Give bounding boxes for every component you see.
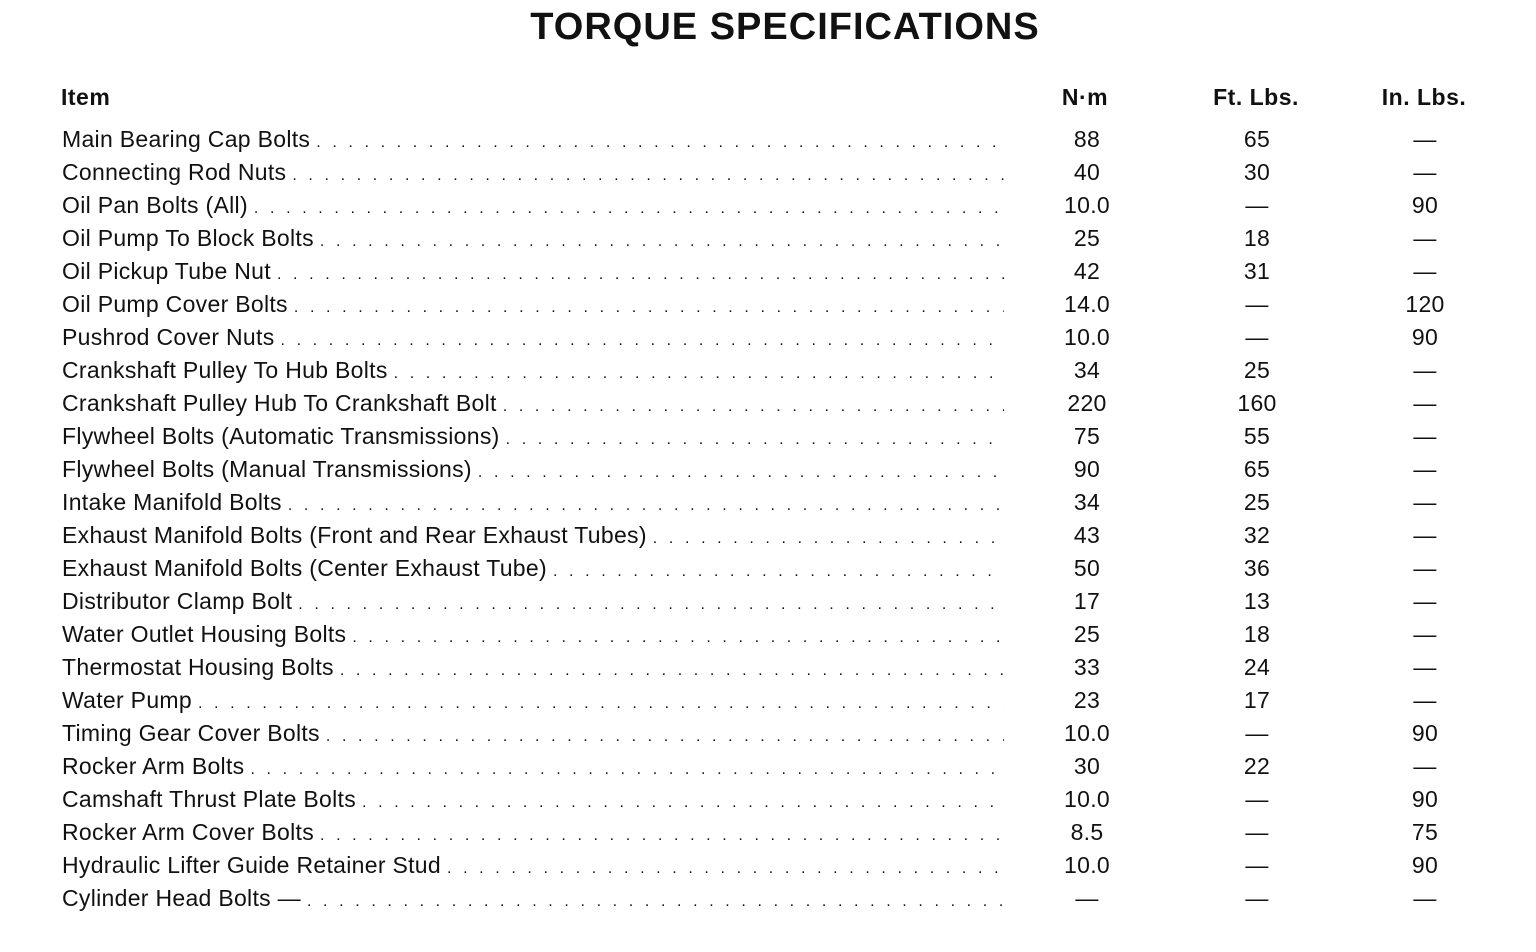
item-cell xyxy=(62,717,1004,750)
item-label: Exhaust Manifold Bolts (Center Exhaust Tube) xyxy=(62,555,547,581)
nm-value: 25 xyxy=(1073,225,1101,251)
ft-lbs-value: 18 xyxy=(1243,225,1271,251)
in-lbs-value: — xyxy=(1413,258,1437,284)
item-label: Crankshaft Pulley To Hub Bolts xyxy=(62,357,388,383)
table-row xyxy=(0,420,1536,453)
nm-value: 75 xyxy=(1073,423,1101,449)
item-label: Rocker Arm Bolts xyxy=(62,753,245,779)
dot-leader xyxy=(298,588,1004,618)
nm-value: 40 xyxy=(1073,159,1101,185)
in-lbs-value: — xyxy=(1413,885,1437,911)
in-lbs-value: — xyxy=(1413,423,1437,449)
in-lbs-value: — xyxy=(1413,456,1437,482)
item-label: Main Bearing Cap Bolts xyxy=(62,126,311,152)
ft-lbs-value: — xyxy=(1245,324,1269,350)
in-lbs-value: — xyxy=(1413,489,1437,515)
nm-value: — xyxy=(1075,885,1099,911)
nm-value: 10.0 xyxy=(1064,786,1110,812)
item-cell xyxy=(62,387,1004,420)
table-row xyxy=(0,618,1536,651)
dot-leader xyxy=(394,357,1004,387)
item-cell xyxy=(62,783,1004,816)
dot-leader xyxy=(277,258,1004,288)
item-label: Distributor Clamp Bolt xyxy=(62,588,293,614)
item-label: Oil Pan Bolts (All) xyxy=(62,192,248,218)
item-cell xyxy=(62,453,1004,486)
item-label: Cylinder Head Bolts — xyxy=(62,885,301,911)
ft-lbs-value: 22 xyxy=(1243,753,1271,779)
header-item: Item xyxy=(61,84,111,110)
table-row xyxy=(0,717,1536,750)
item-label: Exhaust Manifold Bolts (Front and Rear Exhaust Tubes) xyxy=(62,522,647,548)
dot-leader xyxy=(281,324,1005,354)
nm-value: 10.0 xyxy=(1064,324,1110,350)
table-row xyxy=(0,684,1536,717)
item-cell xyxy=(62,750,1004,783)
nm-value: 90 xyxy=(1073,456,1101,482)
in-lbs-value: 90 xyxy=(1411,192,1439,218)
item-cell xyxy=(62,651,1004,684)
in-lbs-value: 90 xyxy=(1411,720,1439,746)
nm-value: 8.5 xyxy=(1070,819,1104,845)
ft-lbs-value: 160 xyxy=(1237,390,1277,416)
dot-leader xyxy=(320,225,1004,255)
item-label: Flywheel Bolts (Automatic Transmissions) xyxy=(62,423,500,449)
ft-lbs-value: 24 xyxy=(1243,654,1271,680)
in-lbs-value: — xyxy=(1413,588,1437,614)
item-label: Connecting Rod Nuts xyxy=(62,159,287,185)
item-label: Oil Pump Cover Bolts xyxy=(62,291,288,317)
in-lbs-value: 90 xyxy=(1411,324,1439,350)
nm-value: 43 xyxy=(1073,522,1101,548)
nm-value: 33 xyxy=(1073,654,1101,680)
table-row xyxy=(0,882,1536,915)
dot-leader xyxy=(503,390,1004,420)
in-lbs-value: — xyxy=(1413,753,1437,779)
torque-table xyxy=(0,123,1536,915)
table-row xyxy=(0,486,1536,519)
table-row xyxy=(0,222,1536,255)
item-cell xyxy=(62,486,1004,519)
ft-lbs-value: 32 xyxy=(1243,522,1271,548)
dot-leader xyxy=(320,819,1004,849)
item-cell xyxy=(62,849,1004,882)
dot-leader xyxy=(340,654,1004,684)
ft-lbs-value: — xyxy=(1245,192,1269,218)
item-cell xyxy=(62,552,1004,585)
ft-lbs-value: 17 xyxy=(1243,687,1271,713)
ft-lbs-value: 31 xyxy=(1243,258,1271,284)
in-lbs-value: — xyxy=(1413,522,1437,548)
dot-leader xyxy=(553,555,1004,585)
item-cell xyxy=(62,123,1004,156)
in-lbs-value: — xyxy=(1413,357,1437,383)
item-cell xyxy=(62,618,1004,651)
nm-value: 10.0 xyxy=(1064,192,1110,218)
table-row xyxy=(0,552,1536,585)
dot-leader xyxy=(506,423,1004,453)
nm-value: 88 xyxy=(1073,126,1101,152)
ft-lbs-value: 30 xyxy=(1243,159,1271,185)
nm-value: 14.0 xyxy=(1064,291,1110,317)
dot-leader xyxy=(352,621,1004,651)
dot-leader xyxy=(307,885,1004,915)
dot-leader xyxy=(316,126,1004,156)
dot-leader xyxy=(288,489,1004,519)
nm-value: 10.0 xyxy=(1064,720,1110,746)
table-row xyxy=(0,321,1536,354)
item-cell xyxy=(62,354,1004,387)
table-row xyxy=(0,783,1536,816)
table-header xyxy=(0,84,1536,114)
in-lbs-value: — xyxy=(1413,621,1437,647)
item-cell xyxy=(62,288,1004,321)
table-row xyxy=(0,585,1536,618)
table-row xyxy=(0,519,1536,552)
ft-lbs-value: 25 xyxy=(1243,489,1271,515)
item-label: Rocker Arm Cover Bolts xyxy=(62,819,314,845)
nm-value: 17 xyxy=(1073,588,1101,614)
ft-lbs-value: — xyxy=(1245,819,1269,845)
ft-lbs-value: 18 xyxy=(1243,621,1271,647)
item-cell xyxy=(62,255,1004,288)
dot-leader xyxy=(294,291,1004,321)
in-lbs-value: — xyxy=(1413,687,1437,713)
in-lbs-value: 120 xyxy=(1405,291,1445,317)
in-lbs-value: — xyxy=(1413,126,1437,152)
ft-lbs-value: 36 xyxy=(1243,555,1271,581)
item-cell xyxy=(62,321,1004,354)
item-label: Intake Manifold Bolts xyxy=(62,489,282,515)
table-row xyxy=(0,387,1536,420)
nm-value: 34 xyxy=(1073,489,1101,515)
item-label: Camshaft Thrust Plate Bolts xyxy=(62,786,357,812)
in-lbs-value: 90 xyxy=(1411,786,1439,812)
item-label: Pushrod Cover Nuts xyxy=(62,324,275,350)
table-row xyxy=(0,288,1536,321)
ft-lbs-value: 65 xyxy=(1243,456,1271,482)
nm-value: 25 xyxy=(1073,621,1101,647)
in-lbs-value: — xyxy=(1413,555,1437,581)
table-row xyxy=(0,255,1536,288)
dot-leader xyxy=(326,720,1004,750)
item-cell xyxy=(62,585,1004,618)
ft-lbs-value: 13 xyxy=(1243,588,1271,614)
item-cell xyxy=(62,816,1004,849)
item-cell xyxy=(62,882,1004,915)
dot-leader xyxy=(254,192,1004,222)
ft-lbs-value: 55 xyxy=(1243,423,1271,449)
ft-lbs-value: — xyxy=(1245,852,1269,878)
table-row xyxy=(0,156,1536,189)
dot-leader xyxy=(250,753,1004,783)
page-title: TORQUE SPECIFICATIONS xyxy=(530,6,1040,48)
table-row xyxy=(0,189,1536,222)
header-ft-lbs: Ft. Lbs. xyxy=(1213,84,1299,110)
table-row xyxy=(0,651,1536,684)
ft-lbs-value: — xyxy=(1245,291,1269,317)
nm-value: 30 xyxy=(1073,753,1101,779)
table-row xyxy=(0,123,1536,156)
dot-leader xyxy=(447,852,1004,882)
item-label: Flywheel Bolts (Manual Transmissions) xyxy=(62,456,472,482)
in-lbs-value: — xyxy=(1413,654,1437,680)
dot-leader xyxy=(653,522,1004,552)
ft-lbs-value: 65 xyxy=(1243,126,1271,152)
item-cell xyxy=(62,222,1004,255)
ft-lbs-value: — xyxy=(1245,720,1269,746)
table-row xyxy=(0,849,1536,882)
in-lbs-value: 90 xyxy=(1411,852,1439,878)
dot-leader xyxy=(292,159,1004,189)
nm-value: 10.0 xyxy=(1064,852,1110,878)
item-label: Thermostat Housing Bolts xyxy=(62,654,334,680)
nm-value: 34 xyxy=(1073,357,1101,383)
nm-value: 42 xyxy=(1073,258,1101,284)
nm-value: 50 xyxy=(1073,555,1101,581)
dot-leader xyxy=(198,687,1004,717)
item-label: Crankshaft Pulley Hub To Crankshaft Bolt xyxy=(62,390,497,416)
ft-lbs-value: 25 xyxy=(1243,357,1271,383)
in-lbs-value: 75 xyxy=(1411,819,1439,845)
item-cell xyxy=(62,684,1004,717)
item-label: Oil Pickup Tube Nut xyxy=(62,258,271,284)
table-row xyxy=(0,453,1536,486)
dot-leader xyxy=(362,786,1004,816)
header-nm: N·m xyxy=(1061,84,1109,110)
nm-value: 220 xyxy=(1067,390,1107,416)
item-cell xyxy=(62,189,1004,222)
nm-value: 23 xyxy=(1073,687,1101,713)
item-cell xyxy=(62,519,1004,552)
ft-lbs-value: — xyxy=(1245,885,1269,911)
in-lbs-value: — xyxy=(1413,159,1437,185)
table-row xyxy=(0,750,1536,783)
in-lbs-value: — xyxy=(1413,390,1437,416)
item-label: Water Outlet Housing Bolts xyxy=(62,621,347,647)
item-label: Water Pump xyxy=(62,687,192,713)
ft-lbs-value: — xyxy=(1245,786,1269,812)
item-label: Hydraulic Lifter Guide Retainer Stud xyxy=(62,852,441,878)
item-label: Oil Pump To Block Bolts xyxy=(62,225,314,251)
in-lbs-value: — xyxy=(1413,225,1437,251)
item-cell xyxy=(62,156,1004,189)
dot-leader xyxy=(478,456,1004,486)
item-cell xyxy=(62,420,1004,453)
header-in-lbs: In. Lbs. xyxy=(1381,84,1467,110)
table-row xyxy=(0,354,1536,387)
item-label: Timing Gear Cover Bolts xyxy=(62,720,320,746)
table-row xyxy=(0,816,1536,849)
